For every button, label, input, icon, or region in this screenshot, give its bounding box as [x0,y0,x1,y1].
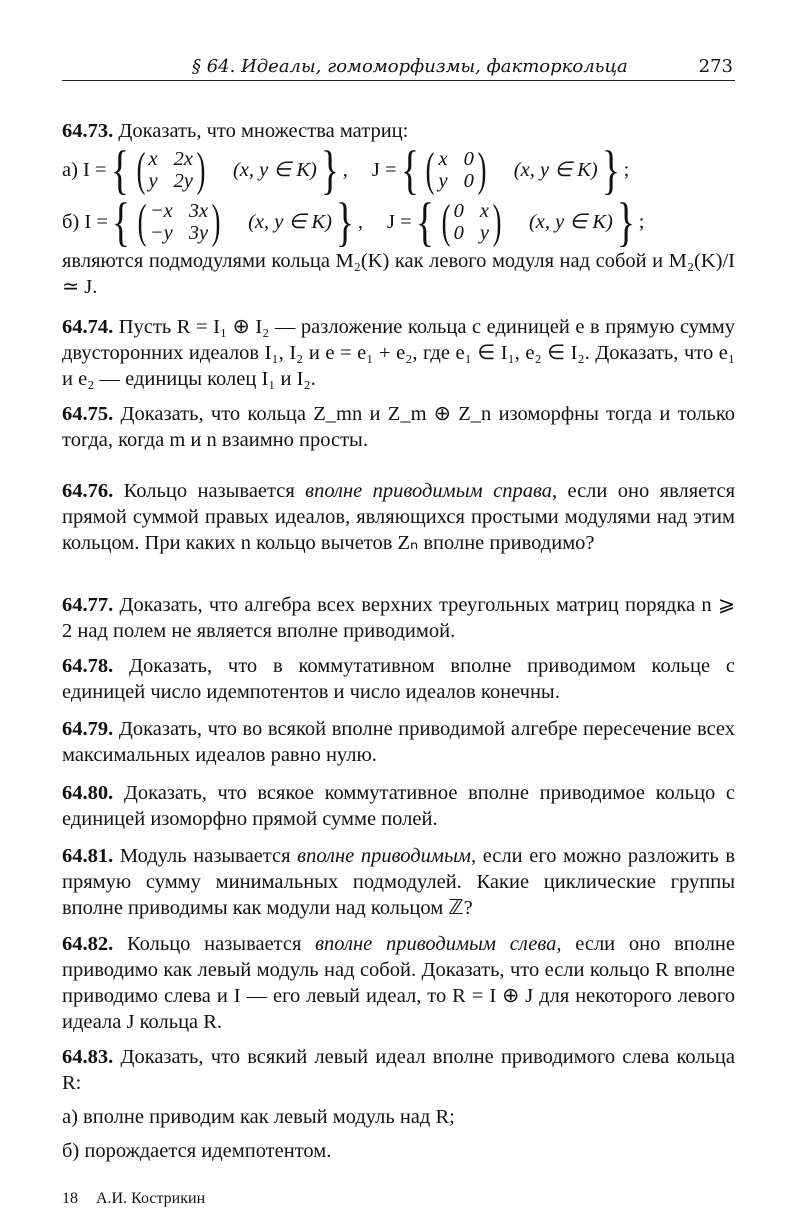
matrix [150,200,208,244]
footer-author: А.И. Кострикин [96,1190,206,1207]
matrix-set-row-a [62,140,735,200]
running-header [62,56,735,81]
problem-text [62,843,735,921]
defined-term: вполне приводимым слева [315,933,557,955]
separator: , [342,159,348,181]
problem-64-75 [62,401,735,453]
set-label: J = [371,159,397,181]
paren-close: ) [492,195,502,248]
problem-conclusion: являются подмодулями кольца M₂(K) как левого модуля над собой и M₂(K)/I ≃ J. [62,250,735,298]
problem-64-73 [62,118,735,300]
problem-number: 64.77. [62,594,114,616]
sub-item: б) порождается идемпотентом. [62,1140,332,1162]
matrix-entry: −y [149,222,173,244]
problem-text [62,716,735,768]
brace-open: { [400,140,419,200]
problem-64-80 [62,780,735,832]
problem-text [62,478,735,556]
paren-open: ( [137,195,147,248]
matrix-entry: 0 [453,222,464,244]
problem-text [62,401,735,453]
text-segment: , если оно является прямой суммой правых идеалов, являющихся простыми модулями над этим кольцом. При каких n кольцо вычетов Zₙ вполне приводимо? [62,480,735,554]
brace-open: { [415,192,434,252]
matrix-entry: 2y [173,170,193,192]
matrix-entry: 3x [188,200,209,222]
problem-64-77 [62,592,735,644]
brace-close: } [616,192,635,252]
text-segment: , если его можно разложить в прямую сумму минимальных подмодулей. Какие циклические группы вполне приводимы как модули над кольцом ℤ? [62,845,736,919]
set-label: б) I = [62,211,108,233]
matrix-entry: y [479,222,489,244]
terminator: ; [623,159,630,181]
text-segment: Доказать, что во всякой вполне приводимой алгебре пересечение всех максимальных идеалов равно нулю. [62,718,735,766]
text-segment: Модуль называется [113,845,298,867]
matrix-entry: x [148,148,158,170]
matrix-entry: 2x [173,148,193,170]
problem-number: 64.73. [62,120,114,142]
problem-number: 64.76. [62,480,114,502]
problem-text [62,653,735,705]
problem-text [62,931,735,1035]
problem-number: 64.80. [62,782,114,804]
paren-open: ( [426,143,435,196]
problem-number: 64.78. [62,655,114,677]
brace-open: { [111,192,130,252]
header-title: § 64. Идеалы, гомоморфизмы, факторкольца [192,56,628,77]
matrix-entry: x [479,200,489,222]
paren-open: ( [441,195,451,248]
footer [62,1190,219,1208]
matrix-entry: −x [149,200,173,222]
problem-64-82 [62,931,735,1035]
matrix-entry: y [438,170,448,192]
defined-term: вполне приводимым справа [305,480,552,502]
brace-close: } [335,192,355,252]
paren-open: ( [136,143,145,196]
sub-item: а) вполне приводим как левый модуль над R; [62,1106,455,1128]
problem-64-81 [62,843,735,921]
matrix-entry: y [148,170,158,192]
matrix-entry: 0 [453,200,464,222]
problem-number: 64.75. [62,403,114,425]
set-label: а) I = [62,159,107,181]
problem-64-74 [62,314,735,392]
text-segment: Доказать, что в коммутативном вполне приводимом кольце с единицей число идемпотентов и число идеалов конечны. [62,655,735,703]
text-segment: Доказать, что кольца Z_mn и Z_m ⊕ Z_n изоморфны тогда и только тогда, когда m и n взаимно просты. [62,403,735,451]
condition: (x, y ∈ K) [232,159,317,181]
brace-close: } [320,140,339,200]
set-label: J = [387,211,412,233]
text-segment: Доказать, что множества матриц: [113,120,409,142]
text-segment: Кольцо называется [113,480,306,502]
brace-close: } [601,140,620,200]
problem-number: 64.81. [62,845,114,867]
problem-text [62,780,735,832]
page-number: 273 [698,56,733,77]
text-segment: Пусть R = I₁ ⊕ I₂ — разложение кольца с единицей e в прямую сумму двусторонних идеалов I₁, I₂ и e = e₁ + e₂, где e₁ ∈ I₁, e₂ ∈ I₂. Доказать, что e₁ и e₂ — единицы колец I₁ и I₂. [62,316,735,390]
text-segment: Доказать, что всякое коммутативное вполне приводимое кольцо с единицей изоморфно прямой сумме полей. [62,782,735,830]
text-segment: Доказать, что алгебра всех верхних треугольных матриц порядка n ⩾ 2 над полем не является вполне приводимой. [62,594,735,642]
paren-close: ) [477,143,487,196]
matrix [438,148,473,192]
problem-number: 64.83. [62,1046,114,1068]
text-segment: Доказать, что всякий левый идеал вполне приводимого слева кольца R: [62,1046,735,1094]
problem-number: 64.82. [62,933,114,955]
footer-page: 18 [62,1190,78,1207]
text-segment: Кольцо называется [113,933,316,955]
problem-64-78 [62,653,735,705]
matrix [148,148,192,192]
matrix [454,200,489,244]
matrix-entry: 0 [463,148,474,170]
problem-number: 64.79. [62,718,114,740]
problem-64-83 [62,1044,735,1164]
problem-number: 64.74. [62,316,114,338]
matrix-entry: 3y [188,222,209,244]
condition: (x, y ∈ K) [513,159,598,181]
paren-close: ) [211,195,221,248]
paren-close: ) [196,143,206,196]
matrix-entry: x [438,148,448,170]
brace-open: { [110,140,129,200]
terminator: ; [638,211,645,233]
matrix-entry: 0 [463,170,474,192]
problem-text [62,314,735,392]
separator: , [357,211,364,233]
problem-text [62,1044,735,1096]
condition: (x, y ∈ K) [528,211,613,233]
problem-64-76 [62,478,735,556]
condition: (x, y ∈ K) [248,211,332,233]
problem-64-79 [62,716,735,768]
text-segment: , если оно вполне приводимо как левый модуль над собой. Доказать, что если кольцо R вполне приводимо слева и I — его левый идеал, то R = I ⊕ J для некоторого левого идеала J кольца R. [62,933,736,1033]
matrix-set-row-b [62,192,735,252]
problem-text [62,118,735,144]
defined-term: вполне приводимым [297,845,471,867]
problem-text [62,592,735,644]
